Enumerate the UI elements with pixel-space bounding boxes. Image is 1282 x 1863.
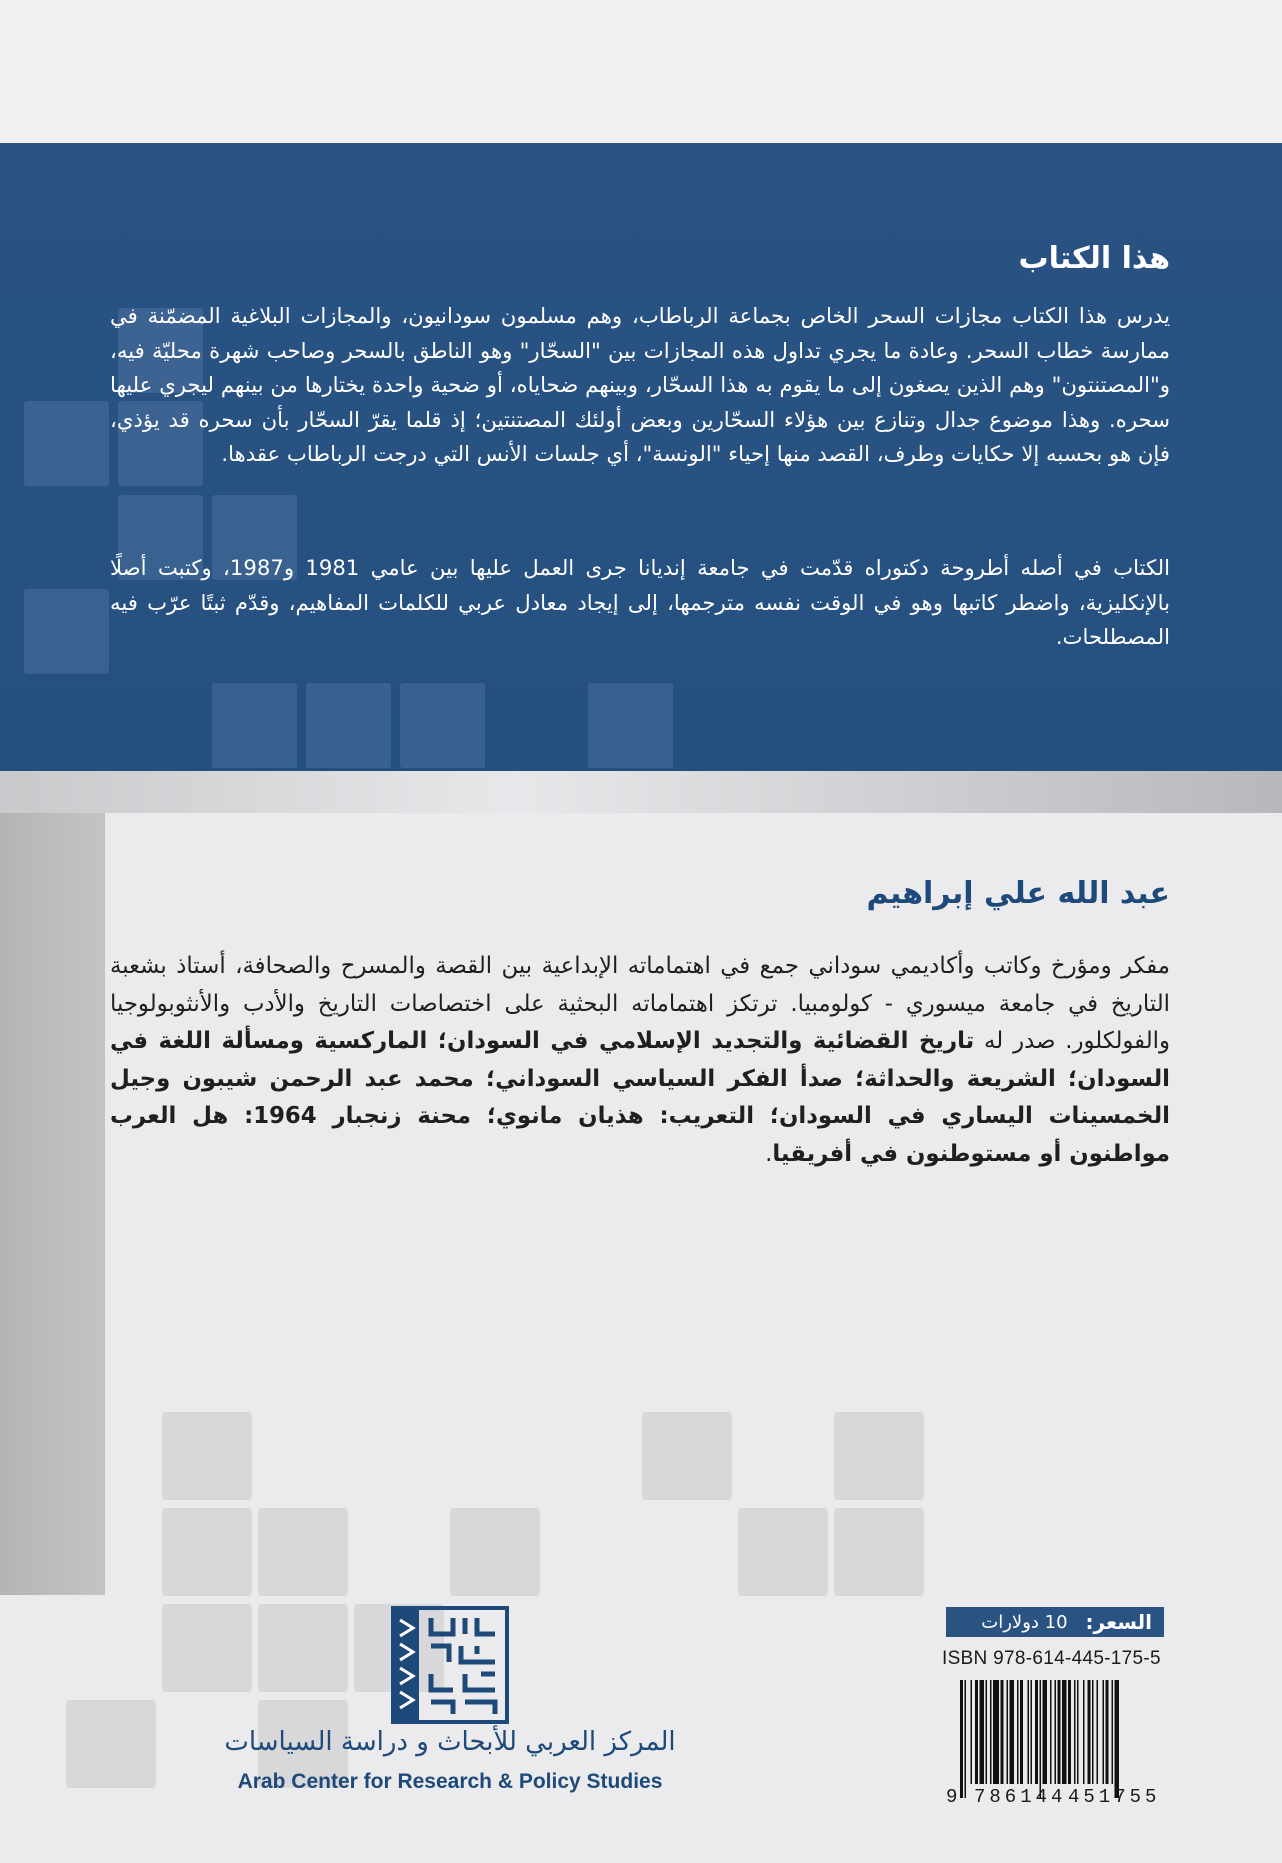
decorative-square [24,589,109,674]
decorative-square [400,683,485,768]
left-gray-bar [0,813,105,1595]
decorative-square [258,1604,348,1692]
price-box [946,1607,1164,1637]
decorative-square [162,1604,252,1692]
author-name: عبد الله علي إبراهيم [866,876,1170,911]
barcode-digits-left: 786144 [974,1786,1067,1808]
decorative-square [588,683,673,768]
decorative-square [212,683,297,768]
author-bio [110,948,1170,1173]
top-margin-band [0,0,1282,143]
author-bio-intro: مفكر ومؤرخ وكاتب وأكاديمي سوداني جمع في اهتماماته الإبداعية بين القصة والمسرح والصحافة، أستاذ بشعبة التاريخ في جامعة ميسوري - كولومبيا. ترتكز اهتماماته البحثية على اختصاصات التاريخ والأدب والأنثوبولوجيا والفولكلور. صدر له [110,953,1170,1054]
barcode-digits-right: 451755 [1068,1786,1161,1808]
about-book-heading: هذا الكتاب [1018,241,1170,276]
decorative-square [834,1412,924,1500]
publisher-name-arabic: المركز العربي للأبحاث و دراسة السياسات [224,1727,676,1757]
gray-divider-strip [0,771,1282,813]
decorative-square [258,1508,348,1596]
publisher-name-english: Arab Center for Research & Policy Studies [237,1770,663,1793]
price-label: السعر: [1085,1610,1152,1634]
barcode-digit-lead: 9 [946,1786,958,1808]
about-book-paragraph-2: الكتاب في أصله أطروحة دكتوراه قدّمت في جامعة إنديانا جرى العمل عليها بين عامي 1981 و1987، وكتبت أصلًا بالإنكليزية، واضطر كاتبها وهو في الوقت نفسه مترجمها، إلى إيجاد معادل عربي للكلمات المفاهيم، وقدّم ثبتًا عرّب فيه المصطلحات. [110,555,1170,649]
publisher-logo-icon [391,1606,509,1724]
decorative-square [162,1508,252,1596]
about-book-paragraph-1: يدرس هذا الكتاب مجازات السحر الخاص بجماعة الرباطاب، وهم مسلمون سودانيون، والمجازات البلاغية المضمّنة في ممارسة خطاب السحر. وعادة ما يجري تداول هذه المجازات بين "السحّار" وهو الناطق بالسحر وصاحب شهرة محليّة فيه، و"المصتنتون" وهم الذين يصغون إلى ما يقوم به هذا السحّار، وبينهم ضحاياه، أو ضحية واحدة يختارها من بينهم ليجري عليها سحره. وهذا موضوع جدال وتنازع بين هؤلاء السحّارين وبعض أولئك المصتنتين؛ إذ قلما يقرّ السحّار بأن سحره قد يؤذي، فإن هو بحسبه إلا حكايات وطرف، القصد منها إحياء "الونسة"، أي جلسات الأنس التي درجت الرباطاب عقدها. [110,303,1170,466]
decorative-square [162,1412,252,1500]
decorative-square [642,1412,732,1500]
about-book-panel [0,143,1282,771]
author-bio-works: تاريخ القضائية والتجديد الإسلامي في السودان؛ الماركسية ومسألة اللغة في السودان؛ الشريعة والحداثة؛ صدأ الفكر السياسي السوداني؛ محمد عبد الرحمن شيبون وجيل الخمسينات اليساري في السودان؛ التعريب: هذيان مانوي؛ محنة زنجبار 1964: هل العرب مواطنون أو مستوطنون في أفريقيا [110,1028,1170,1167]
decorative-square [738,1508,828,1596]
decorative-square [306,683,391,768]
decorative-square [66,1700,156,1788]
decorative-square [450,1508,540,1596]
decorative-square [24,401,109,486]
isbn-text: ISBN 978-614-445-175-5 [942,1648,1161,1669]
decorative-square [834,1508,924,1596]
price-value: 10 دولارات [981,1611,1068,1633]
author-bio-end: . [765,1140,773,1167]
